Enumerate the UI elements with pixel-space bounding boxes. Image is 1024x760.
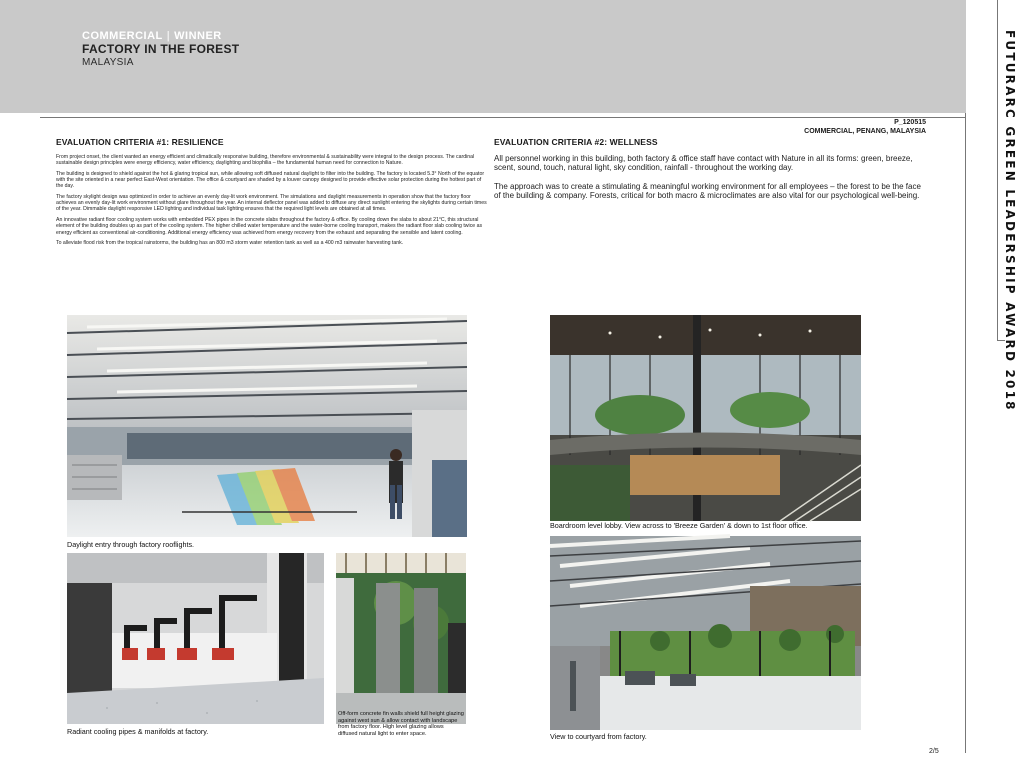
content-frame-right — [965, 113, 966, 753]
factory-rooflights-photo — [67, 315, 467, 537]
courtyard-view-illustration — [550, 536, 861, 730]
boardroom-lobby-photo — [550, 315, 861, 530]
cooling-pipes-photo — [67, 553, 324, 724]
cooling-pipes-caption: Radiant cooling pipes & manifolds at factory. — [67, 727, 209, 736]
criteria-wellness-heading: EVALUATION CRITERIA #2: WELLNESS — [494, 137, 658, 147]
fin-walls-photo — [336, 553, 466, 737]
category-separator: | — [166, 30, 171, 42]
project-title: FACTORY IN THE FOREST — [82, 42, 240, 56]
resilience-paragraph: To alleviate flood risk from the tropical rainstorms, the building has an 800 m3 storm water retention tank as well as a 400 m3 rainwater harvesting tank. — [56, 240, 404, 247]
factory-rooflights-caption: Daylight entry through factory rooflights. — [67, 540, 195, 549]
wellness-paragraph: The approach was to create a stimulating & meaningful working environment for all employees – the forest to be the face of the building & company. Forests, critical for both macro & microclimates are also vital for our psychological well-being. — [494, 181, 921, 200]
page-number: 2/5 — [929, 748, 939, 755]
resilience-paragraph: An innovative radiant floor cooling system works with embedded PEX pipes in the concrete slabs throughout the factory & office. By cooling down the slabs to about 21°C, this structural element of the building doubles up as part of the cooling system. The higher chilled water temperature and the water-borne cooling transport, makes the radiant floor slab cooling twice as energy efficient as conventional air-conditioning. Additional energy efficiency was achieved from energy recovery from the exhaust and separating the sensible and latent cooling. — [56, 217, 483, 236]
fin-walls-illustration — [336, 553, 466, 724]
content-frame-top — [40, 117, 966, 118]
cooling-pipes-illustration — [67, 553, 324, 724]
award-label: WINNER — [174, 30, 222, 42]
wellness-paragraph: All personnel working in this building, both factory & office staff have contact with Nature in all its forms: green, breeze, scent, sound, touch, natural light, sky condition, rainfall - throughout the working day. — [494, 154, 913, 173]
courtyard-view-caption: View to courtyard from factory. — [550, 732, 647, 741]
resilience-paragraph: From project onset, the client wanted an energy efficient and climatically responsive building, therefore environmental & sustainability were integral to the design process. The cardinal sustainable design principles were energy efficiency, water efficiency, daylighting and biophilia – the fundamental human need for connection to Nature. — [56, 154, 475, 167]
category-label: COMMERCIAL — [82, 30, 163, 42]
courtyard-view-photo — [550, 536, 861, 730]
resilience-paragraph: The building is designed to shield against the hot & glaring tropical sun, while allowing soft diffused natural daylight to filter into the building. The factory is located 5.3° North of the equator with the site oriented in a near perfect East-West orientation. The office & courtyard are shaded by a louver canopy designed to provide effective solar protection during the hottest part of the day. — [56, 170, 485, 190]
category-line — [82, 30, 222, 42]
project-country: MALAYSIA — [82, 57, 134, 68]
project-location: COMMERCIAL, PENANG, MALAYSIA — [804, 128, 926, 135]
side-divider — [997, 0, 998, 340]
award-side-title: FUTURARC GREEN LEADERSHIP AWARD 2018 — [1003, 30, 1017, 412]
header-band — [0, 0, 966, 113]
criteria-wellness — [494, 137, 924, 209]
factory-rooflights-illustration — [67, 315, 467, 537]
fin-walls-caption: Off-form concrete fin walls shield full height glazing against west sun & allow contact with landscape from factory floor. High level glazing allows diffused natural light to enter space. — [338, 711, 464, 737]
project-id: P_120515 — [894, 119, 926, 126]
resilience-paragraph: The factory skylight design was optimized in order to achieve an evenly day-lit work environment. The simulations and daylight measurements in operation show that the factory floor achieves an evenly day-lit work environment without glare throughout the year. An internal deflector panel was added to diffuse any direct sunlight entering the skylights during certain times of the year. Dimmable daylight responsive LED lighting and individual task lighting ensures that the required light levels are obtained at all times. — [56, 194, 487, 213]
boardroom-lobby-caption: Boardroom level lobby. View across to 'Breeze Garden' & down to 1st floor office. — [550, 522, 861, 530]
criteria-resilience — [56, 137, 488, 251]
criteria-resilience-heading: EVALUATION CRITERIA #1: RESILIENCE — [56, 137, 224, 147]
boardroom-lobby-illustration — [550, 315, 861, 521]
